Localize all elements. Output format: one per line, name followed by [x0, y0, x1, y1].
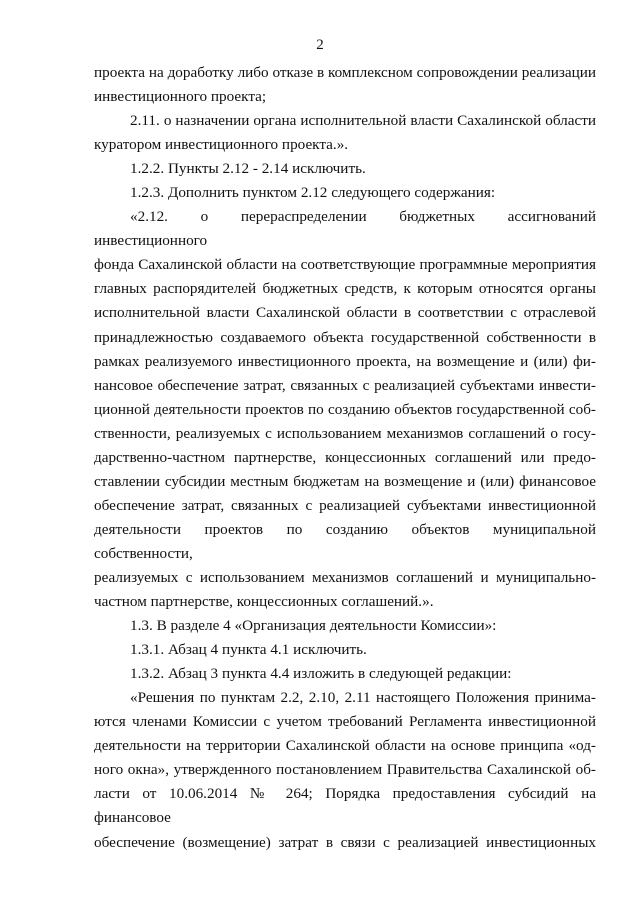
text-line: 1.2.2. Пункты 2.12 - 2.14 исключить.	[130, 160, 366, 178]
text-line: ственности, реализуемых с использованием механизмов соглашений о госу-	[94, 424, 596, 442]
document-body	[94, 61, 596, 855]
text-line: дарственно-частном партнерстве, концессионных соглашений или предо-	[94, 448, 596, 466]
text-line: ласти от 10.06.2014 № 264; Порядка предоставления субсидий на финансовое	[94, 785, 596, 827]
text-line: нансовое обеспечение затрат, связанных с реализацией субъектами инвести-	[94, 376, 596, 394]
text-line: ционной деятельности проектов по созданию объектов государственной соб-	[94, 400, 596, 418]
text-line: проекта на доработку либо отказе в комплексном сопровождении реализации	[94, 64, 596, 81]
text-line: 1.3.1. Абзац 4 пункта 4.1 исключить.	[130, 641, 367, 659]
text-line: фонда Сахалинской области на соответствующие программные мероприятия	[94, 256, 596, 274]
text-line: рамках реализуемого инвестиционного проекта, на возмещение и (или) фи-	[94, 352, 596, 370]
text-line: 1.2.3. Дополнить пунктом 2.12 следующего содержания:	[130, 184, 496, 202]
text-line: ставлении субсидии местным бюджетам на возмещение и (или) финансовое	[94, 472, 596, 490]
text-line: обеспечение затрат, связанных с реализацией субъектами инвестиционной	[94, 496, 596, 514]
text-line: «2.12. о перераспределении бюджетных ассигнований инвестиционного	[94, 208, 596, 250]
text-line: главных распорядителей бюджетных средств, к которым относятся органы	[94, 280, 596, 298]
text-line: 1.3.2. Абзац 3 пункта 4.4 изложить в следующей редакции:	[130, 665, 512, 683]
text-line: частном партнерстве, концессионных соглашений.».	[94, 593, 434, 611]
text-line: ного окна», утвержденного постановлением Правительства Сахалинской об-	[94, 761, 596, 779]
page-number: 2	[316, 37, 324, 53]
text-line: принадлежностью создаваемого объекта государственной собственности в	[94, 328, 596, 346]
text-line: 2.11. о назначении органа исполнительной власти Сахалинской области	[130, 112, 596, 130]
text-line: 1.3. В разделе 4 «Организация деятельности Комиссии»:	[130, 617, 497, 635]
text-line: обеспечение (возмещение) затрат в связи с реализацией инвестиционных	[94, 833, 596, 851]
text-line: «Решения по пунктам 2.2, 2.10, 2.11 настоящего Положения принима-	[130, 689, 596, 707]
text-line: исполнительной власти Сахалинской области в соответствии с отраслевой	[94, 304, 596, 322]
text-line: ются членами Комиссии с учетом требований Регламента инвестиционной	[94, 713, 596, 731]
text-line: деятельности на территории Сахалинской области на основе принципа «од-	[94, 737, 596, 755]
text-line: куратором инвестиционного проекта.».	[94, 136, 349, 154]
text-line: инвестиционного проекта;	[94, 88, 267, 106]
text-line: реализуемых с использованием механизмов соглашений и муниципально-	[94, 568, 596, 586]
text-line: деятельности проектов по созданию объектов муниципальной собственности,	[94, 520, 596, 562]
